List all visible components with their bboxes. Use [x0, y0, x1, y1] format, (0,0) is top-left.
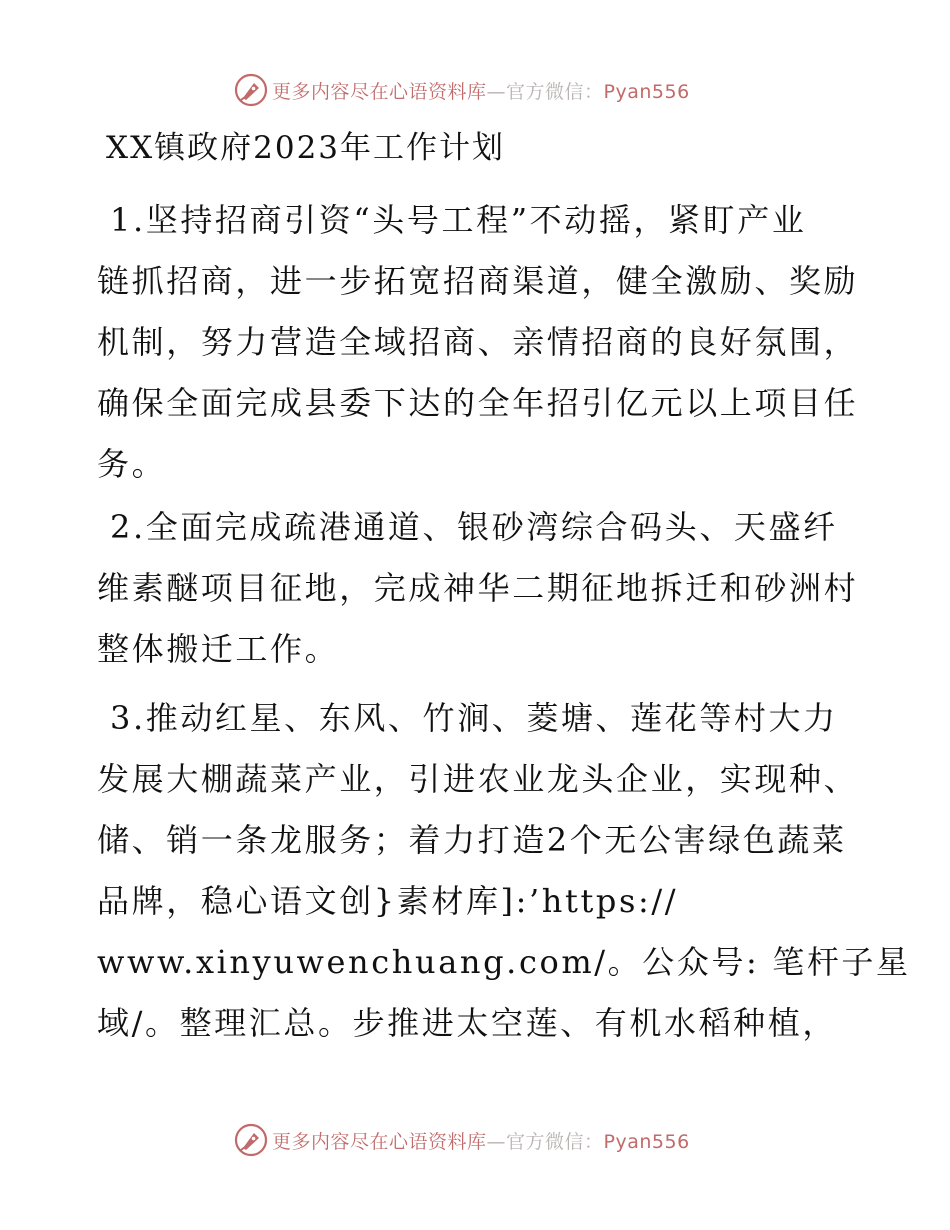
paragraph-line: 机制，努力营造全域招商、亲情招商的良好氛围， [97, 323, 859, 361]
paragraph-line: 发展大棚蔬菜产业，引进农业龙头企业，实现种、 [97, 760, 859, 798]
watermark-wechat-id: Pyan556 [603, 1130, 690, 1153]
watermark-suffix: 官方微信： [506, 1130, 604, 1153]
paragraph-line: 3.推动红星、东风、竹涧、菱塘、莲花等村大力 [110, 699, 838, 737]
watermark-text [272, 1127, 690, 1154]
document-title: XX镇政府2023年工作计划 [106, 130, 506, 166]
watermark-text [272, 77, 690, 104]
paragraph-line: 整体搬迁工作。 [97, 630, 340, 668]
paragraph-line: 维素醚项目征地，完成神华二期征地拆迁和砂洲村 [97, 569, 859, 607]
watermark-suffix: 官方微信： [506, 80, 604, 103]
watermark-separator: — [486, 80, 507, 103]
paragraph-1 [97, 190, 857, 495]
watermark-separator: — [486, 1130, 507, 1153]
paragraph-line: 务。 [97, 445, 167, 483]
paragraph-line: 1.坚持招商引资“头号工程”不动摇，紧盯产业 [110, 201, 807, 239]
paragraph-line: 储、销一条龙服务；着力打造2个无公害绿色蔬菜 [97, 821, 847, 859]
paragraph-line: 确保全面完成县委下达的全年招引亿元以上项目任 [97, 384, 859, 422]
paragraph-line: www.xinyuwenchuang.com/。公众号: 笔杆子星 [97, 943, 911, 981]
paragraph-line: 品牌，稳心语文创}素材库]:’https:// [97, 882, 679, 920]
paragraph-2 [97, 497, 857, 680]
watermark-brand: 更多内容尽在心语资料库 [272, 80, 487, 103]
footer-watermark [234, 1120, 690, 1160]
watermark-brand: 更多内容尽在心语资料库 [272, 1130, 487, 1153]
header-watermark [234, 70, 690, 110]
paragraph-3 [97, 688, 911, 1054]
paragraph-line: 域/。整理汇总。步推进太空莲、有机水稻种植， [97, 1004, 837, 1042]
pen-nib-logo-icon [234, 1123, 268, 1157]
watermark-wechat-id: Pyan556 [603, 80, 690, 103]
paragraph-line: 链抓招商，进一步拓宽招商渠道，健全激励、奖励 [97, 262, 859, 300]
paragraph-line: 2.全面完成疏港通道、银砂湾综合码头、天盛纤 [110, 508, 838, 546]
pen-nib-logo-icon [234, 73, 268, 107]
